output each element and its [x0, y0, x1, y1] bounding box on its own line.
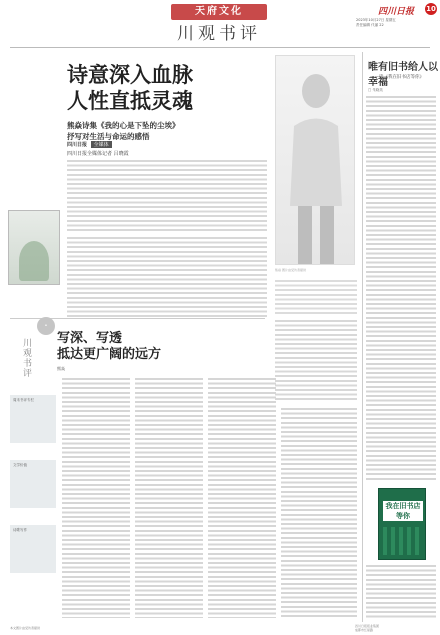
right-article-byline: □ 朱晓英 [368, 88, 383, 92]
photo-caption: 熊焱 图片由受访者提供 [275, 268, 306, 272]
masthead-name: 四川日报 [378, 7, 415, 17]
bookshelf-graphic [383, 527, 423, 555]
page-header [0, 0, 440, 48]
byline-tag: 全媒体 [91, 141, 112, 148]
second-author: 熊焱 [57, 366, 65, 371]
right-article-body-2 [366, 565, 436, 620]
second-headline-line-2: 抵达更广阔的远方 [57, 347, 162, 362]
sidebox-3: 诗歌写作 [10, 525, 56, 573]
sub-headline-line-1: 熊焱诗集《我的心是下坠的尘埃》 [67, 121, 180, 130]
second-headline [57, 331, 161, 363]
second-body-col-1 [62, 378, 130, 618]
critic-badge: • [37, 317, 55, 335]
header-date: 2023年10月27日 星期五 [356, 18, 396, 22]
byline [67, 141, 112, 148]
right-article-title: 唯有旧书给人以幸福 [368, 62, 438, 88]
headline-line-2: 人性直抵灵魂 [67, 88, 193, 113]
plant-graphic [19, 241, 49, 281]
caption-body [275, 280, 357, 316]
author-photo [275, 55, 355, 265]
reporter-line: 四川日报全媒体记者 吕晓霞 [67, 151, 129, 157]
second-body-col-3 [208, 378, 276, 618]
footer-right-line-2: 成都市红星路 [355, 628, 374, 632]
footer-left: 本文图片由受访者提供 [10, 626, 41, 630]
sub-headline [67, 120, 247, 142]
book-cover-image [8, 210, 60, 285]
main-article-body-3 [275, 320, 357, 400]
headline-line-1: 诗意深入血脉 [67, 62, 193, 87]
book-cover-green [378, 488, 426, 560]
sidebox-2: 文学价值 [10, 460, 56, 508]
section-title: 川观书评 [177, 24, 261, 44]
book-cover-title: 我在旧书店等你 [383, 501, 423, 521]
sidebox-1: 周末书评专栏 [10, 395, 56, 443]
critic-tag: 川观书评 [21, 338, 31, 378]
second-headline-line-1: 写深、写透 [57, 331, 123, 346]
right-article-body [366, 96, 436, 481]
header-meta [356, 18, 436, 28]
person-silhouette-icon [276, 56, 356, 266]
sub-headline-line-2: 抒写对生活与命运的感悟 [67, 132, 150, 141]
second-body-col-4 [281, 408, 357, 618]
header-rule [10, 47, 430, 48]
column-divider [362, 52, 363, 622]
right-article-subtitle: ——读《我在旧书店等你》 [370, 75, 424, 80]
main-headline [67, 62, 267, 114]
byline-paper: 四川日报 [67, 142, 88, 148]
footer-right-line-1: 四川日报报业集团 [355, 624, 380, 628]
second-body-col-2 [135, 378, 203, 618]
page-number-badge: 10 [426, 5, 436, 13]
main-article-body-2 [67, 237, 267, 317]
main-article-body [67, 160, 267, 232]
brand-logo: 天府文化 [171, 4, 267, 20]
footer-right [355, 624, 435, 632]
header-editor: 责任编辑 代丽 22 [356, 23, 384, 27]
